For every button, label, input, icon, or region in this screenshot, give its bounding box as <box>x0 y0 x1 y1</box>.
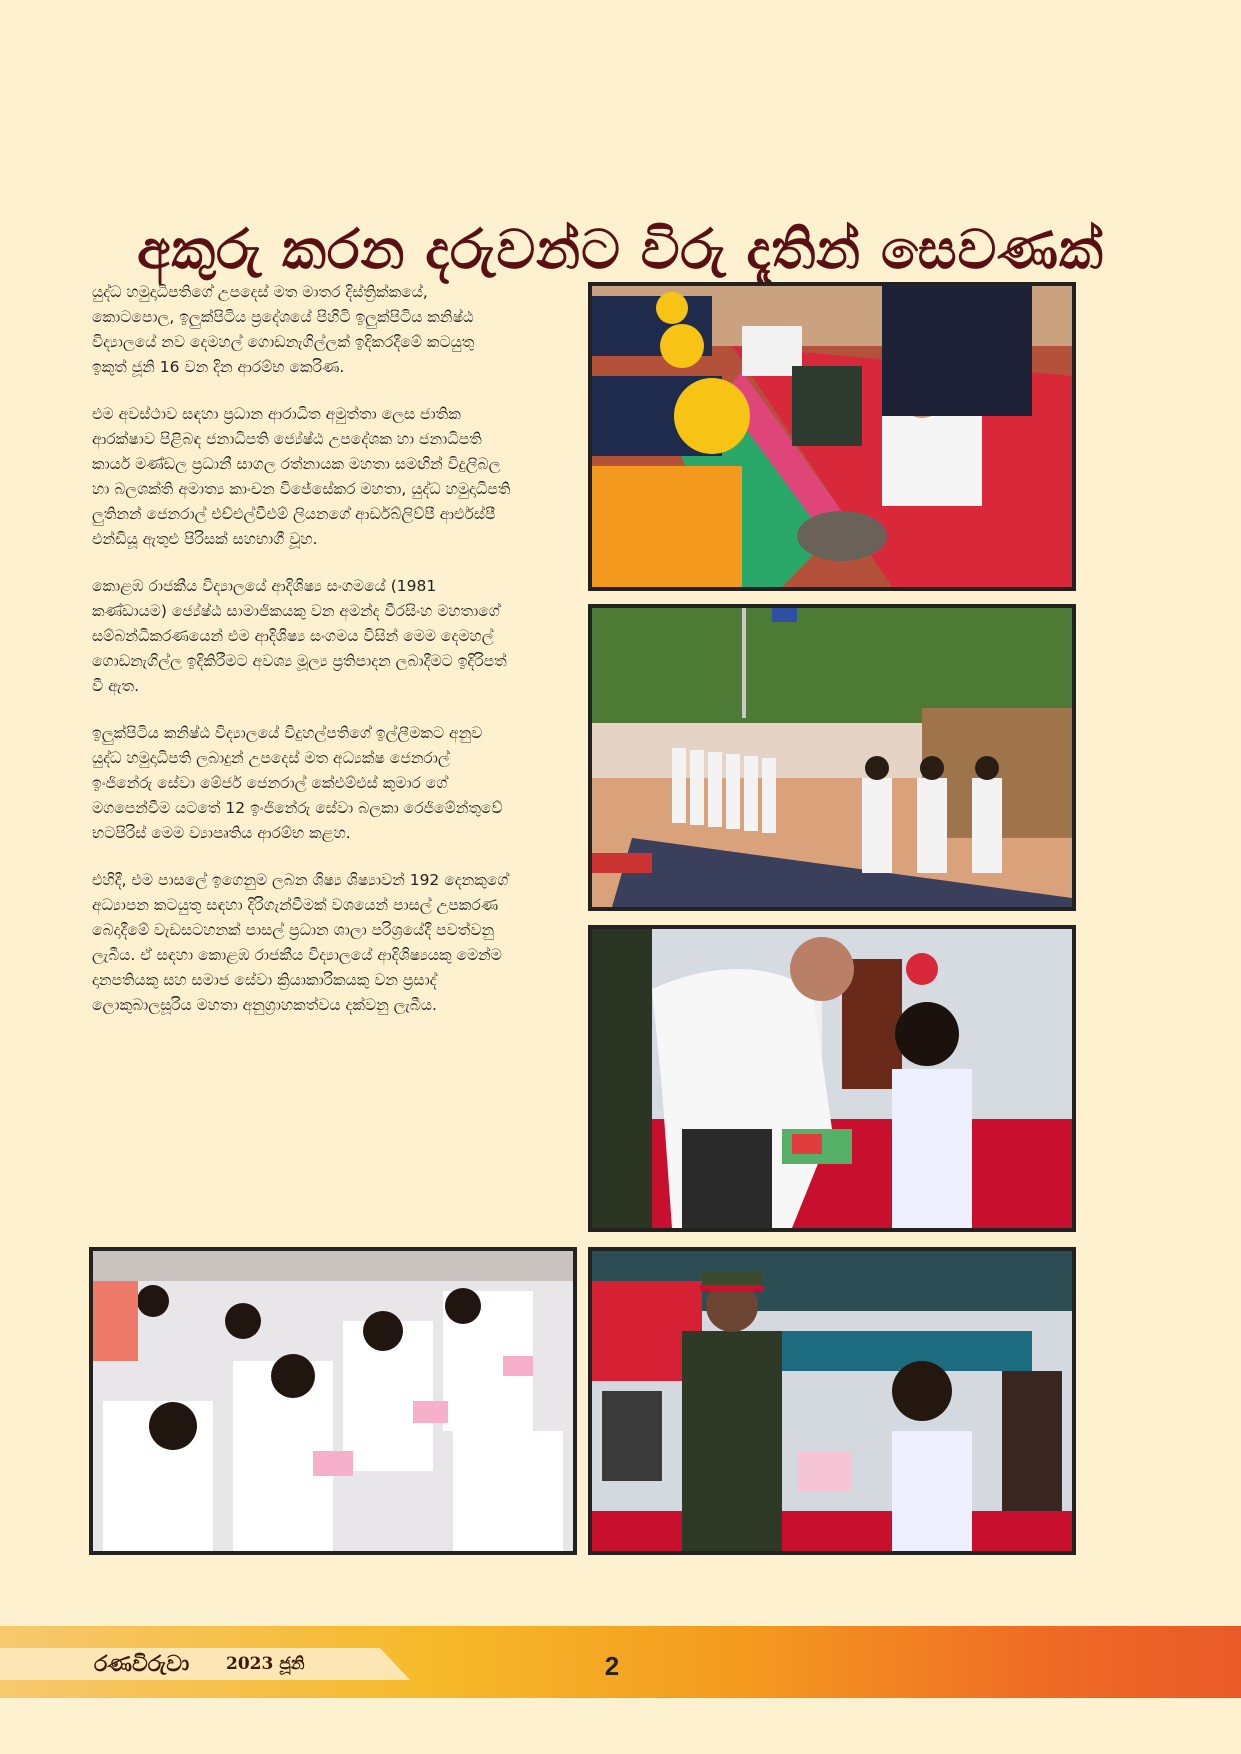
headline: අකුරු කරන දරුවන්ට විරු දෑතින් සෙවණක් <box>137 217 1104 282</box>
page-number: 2 <box>604 1651 620 1681</box>
footer-tab <box>0 1648 410 1680</box>
magazine-name: රණවිරුවා <box>94 1651 190 1677</box>
photo-officer-with-child <box>588 1247 1076 1555</box>
photo-gift-handover <box>588 925 1076 1232</box>
article-paragraph: එහිදී, එම පාසලේ ඉගෙනුම ලබන ශිෂ්‍ය ශිෂ්‍යාවන් 192 දෙනකුගේ අධ්‍යාපන කටයුතු සඳහා දිරිගැන්වීමක් වශයෙන් පාසල් උපකරණ බෙදාදීමේ වැඩසටහනක් පාසල් ප්‍රධාන ශාලා පරිශ්‍රයේදී පවත්වනු ලැබීය. ඒ සඳහා කොළඹ රාජකීය විද්‍යාලයේ ආදිශිෂ්‍යයකු මෙන්ම දානපතියකු සහ සමාජ සේවා ක්‍රියාකාරිකයකු වන ප්‍රසාද් ලොකුබාලසූරිය මහතා අනුග්‍රාහකත්වය දක්වනු ලැබීය. <box>92 871 509 1014</box>
photo-students-ceremony <box>588 604 1076 911</box>
photo-seated-students-image <box>93 1251 573 1551</box>
photo-students-ceremony-image <box>592 608 1072 907</box>
article-paragraph: එම අවස්ථාව සඳහා ප්‍රධාන ආරාධිත අමුත්තා ලෙස ජාතික ආරක්ෂාව පිළිබඳ ජනාධිපති ජ්‍යේෂ්ඨ උපදේශක හා ජනාධිපති කාර්ය මණ්ඩල ප්‍රධානී සාගල රත්නායක මහතා සමඟින් විදුලිබල හා බලශක්ති අමාත්‍ය කාංචන විජේසේකර මහතා, යුද්ධ හමුදාධිපති ලුතිනන් ජෙනරාල් එච්එල්වීඑම් ලියනගේ ආර්ඩබ්ලිව්පී ආර්එස්පී එන්ඩියූ ඇතුළු පිරිසක් සහභාගී වූහ. <box>92 405 511 548</box>
photo-foundation-laying-image <box>592 286 1072 587</box>
article-paragraph: යුද්ධ හමුදාධිපතිගේ උපදෙස් මත මාතර දිස්ත්‍රික්කයේ, කොටපොල, ඉලුක්පිටිය ප්‍රදේශයේ පිහිටි ඉලුක්පිටිය කනිෂ්ඨ විද්‍යාලයේ නව දෙමහල් ගොඩනැගිල්ලක් ඉදිකරදීමේ කටයුතු ඉකුත් ජූනි 16 වන දින ආරම්භ කෙරිණ. <box>92 283 475 376</box>
article-body <box>92 280 512 1040</box>
article-paragraph: කොළඹ රාජකීය විද්‍යාලයේ ආදිශිෂ්‍ය සංගමයේ (1981 කණ්ඩායම) ජ්‍යේෂ්ඨ සාමාජිකයකු වන අමන්ද වීරසිංහ මහතාගේ සම්බන්ධීකරණයෙන් එම ආදිශිෂ්‍ය සංගමය විසින් මෙම දෙමහල් ගොඩනැගිල්ල ඉදිකිරීමට අවශ්‍ය මූල්‍ය ප්‍රතිපාදන ලබාදීමට ඉදිරිපත් වී ඇත. <box>92 577 507 695</box>
photo-officer-with-child-image <box>592 1251 1072 1551</box>
photo-seated-students <box>89 1247 577 1555</box>
article-paragraph: ඉලුක්පිටිය කනිෂ්ඨ විද්‍යාලයේ විදුහල්පතිගේ ඉල්ලීමකට අනුව යුද්ධ හමුදාධිපති ලබාදුන් උපදෙස් මත අධ්‍යක්ෂ ජෙනරාල් ඉංජිනේරු සේවා මේජර් ජෙනරාල් කේඑම්එස් කුමාර ගේ මගපෙන්වීම යටතේ 12 ඉංජිනේරු සේවා බලකා රෙජිමේන්තුවේ භටපිරිස් මෙම ව්‍යාපෘතිය ආරම්භ කළහ. <box>92 724 503 842</box>
photo-gift-handover-image <box>592 929 1072 1228</box>
issue-date: 2023 ජූනි <box>226 1654 305 1674</box>
photo-foundation-laying <box>588 282 1076 591</box>
